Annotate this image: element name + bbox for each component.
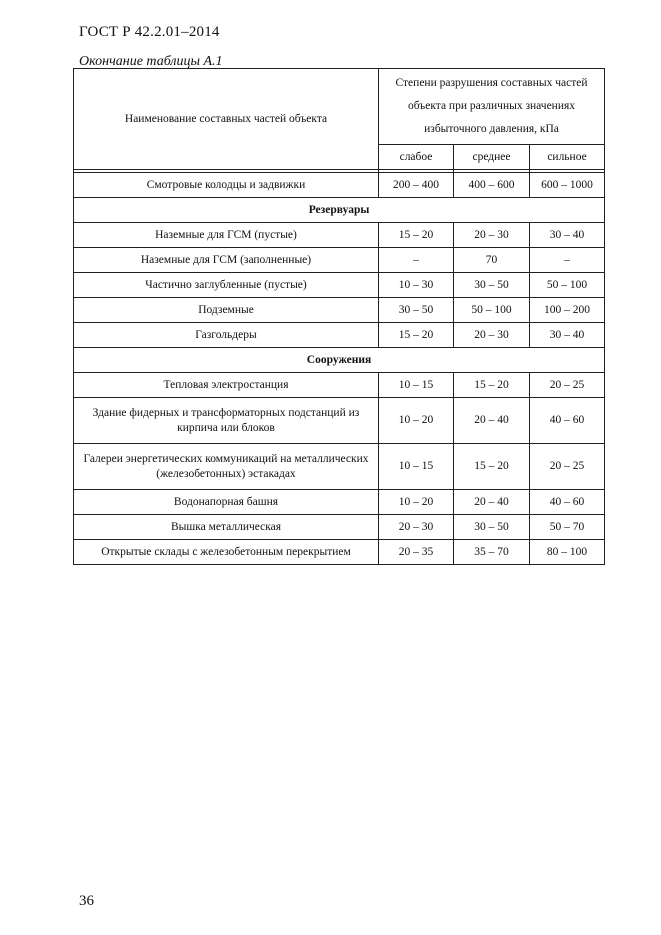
table-row xyxy=(74,323,605,348)
row-value: 10 – 15 xyxy=(379,444,454,490)
page-number: 36 xyxy=(79,893,94,909)
table-row xyxy=(74,173,605,198)
row-value: 10 – 20 xyxy=(379,490,454,515)
row-name: Смотровые колодцы и задвижки xyxy=(74,173,379,198)
header-object-name: Наименование составных частей объекта xyxy=(74,69,379,170)
section-title: Сооружения xyxy=(74,348,605,373)
row-value: 40 – 60 xyxy=(530,490,605,515)
row-name: Подземные xyxy=(74,298,379,323)
row-value: 400 – 600 xyxy=(454,173,530,198)
row-value: 10 – 15 xyxy=(379,373,454,398)
table-row xyxy=(74,490,605,515)
row-value: 15 – 20 xyxy=(379,223,454,248)
row-value: 50 – 100 xyxy=(454,298,530,323)
row-value: 20 – 35 xyxy=(379,540,454,565)
row-value: 30 – 40 xyxy=(530,223,605,248)
row-name: Вышка металлическая xyxy=(74,515,379,540)
table-row xyxy=(74,248,605,273)
table-row xyxy=(74,298,605,323)
row-name: Частично заглубленные (пустые) xyxy=(74,273,379,298)
row-name: Тепловая электростанция xyxy=(74,373,379,398)
row-value: 50 – 100 xyxy=(530,273,605,298)
row-name: Наземные для ГСМ (пустые) xyxy=(74,223,379,248)
row-value: 40 – 60 xyxy=(530,398,605,444)
row-value: 30 – 40 xyxy=(530,323,605,348)
row-value: 100 – 200 xyxy=(530,298,605,323)
row-name: Наземные для ГСМ (заполненные) xyxy=(74,248,379,273)
row-value: 50 – 70 xyxy=(530,515,605,540)
row-value: 20 – 25 xyxy=(530,444,605,490)
header-strong: сильное xyxy=(530,145,605,170)
row-name: Водонапорная башня xyxy=(74,490,379,515)
row-value: 20 – 40 xyxy=(454,490,530,515)
row-value: 15 – 20 xyxy=(379,323,454,348)
table-row xyxy=(74,398,605,444)
row-value: 15 – 20 xyxy=(454,444,530,490)
row-value: 20 – 40 xyxy=(454,398,530,444)
damage-table xyxy=(73,68,605,565)
row-value: 80 – 100 xyxy=(530,540,605,565)
table-row xyxy=(74,444,605,490)
header-weak: слабое xyxy=(379,145,454,170)
row-value: 20 – 30 xyxy=(379,515,454,540)
table-row xyxy=(74,373,605,398)
table-row xyxy=(74,223,605,248)
section-title: Резервуары xyxy=(74,198,605,223)
table-row xyxy=(74,540,605,565)
row-value: 600 – 1000 xyxy=(530,173,605,198)
row-value: 30 – 50 xyxy=(454,515,530,540)
row-value: 20 – 30 xyxy=(454,223,530,248)
row-value: 20 – 25 xyxy=(530,373,605,398)
row-value: 35 – 70 xyxy=(454,540,530,565)
header-damage-degree: Степени разрушения составных частей объекта при различных значениях избыточного давления, кПа xyxy=(379,69,605,145)
row-name: Здание фидерных и трансформаторных подстанций из кирпича или блоков xyxy=(74,398,379,444)
row-value: 20 – 30 xyxy=(454,323,530,348)
row-name: Газгольдеры xyxy=(74,323,379,348)
document-code: ГОСТ Р 42.2.01–2014 xyxy=(79,24,220,40)
table-header-row xyxy=(74,69,605,145)
row-name: Галереи энергетических коммуникаций на металлических (железобетонных) эстакадах xyxy=(74,444,379,490)
row-value: 15 – 20 xyxy=(454,373,530,398)
row-value: 200 – 400 xyxy=(379,173,454,198)
row-name: Открытые склады с железобетонным перекрытием xyxy=(74,540,379,565)
row-value: 30 – 50 xyxy=(454,273,530,298)
row-value: 70 xyxy=(454,248,530,273)
table-row xyxy=(74,515,605,540)
table-row xyxy=(74,273,605,298)
header-medium: среднее xyxy=(454,145,530,170)
row-value: 10 – 20 xyxy=(379,398,454,444)
row-value: 10 – 30 xyxy=(379,273,454,298)
table-caption: Окончание таблицы А.1 xyxy=(79,54,223,69)
row-value: – xyxy=(379,248,454,273)
row-value: – xyxy=(530,248,605,273)
row-value: 30 – 50 xyxy=(379,298,454,323)
